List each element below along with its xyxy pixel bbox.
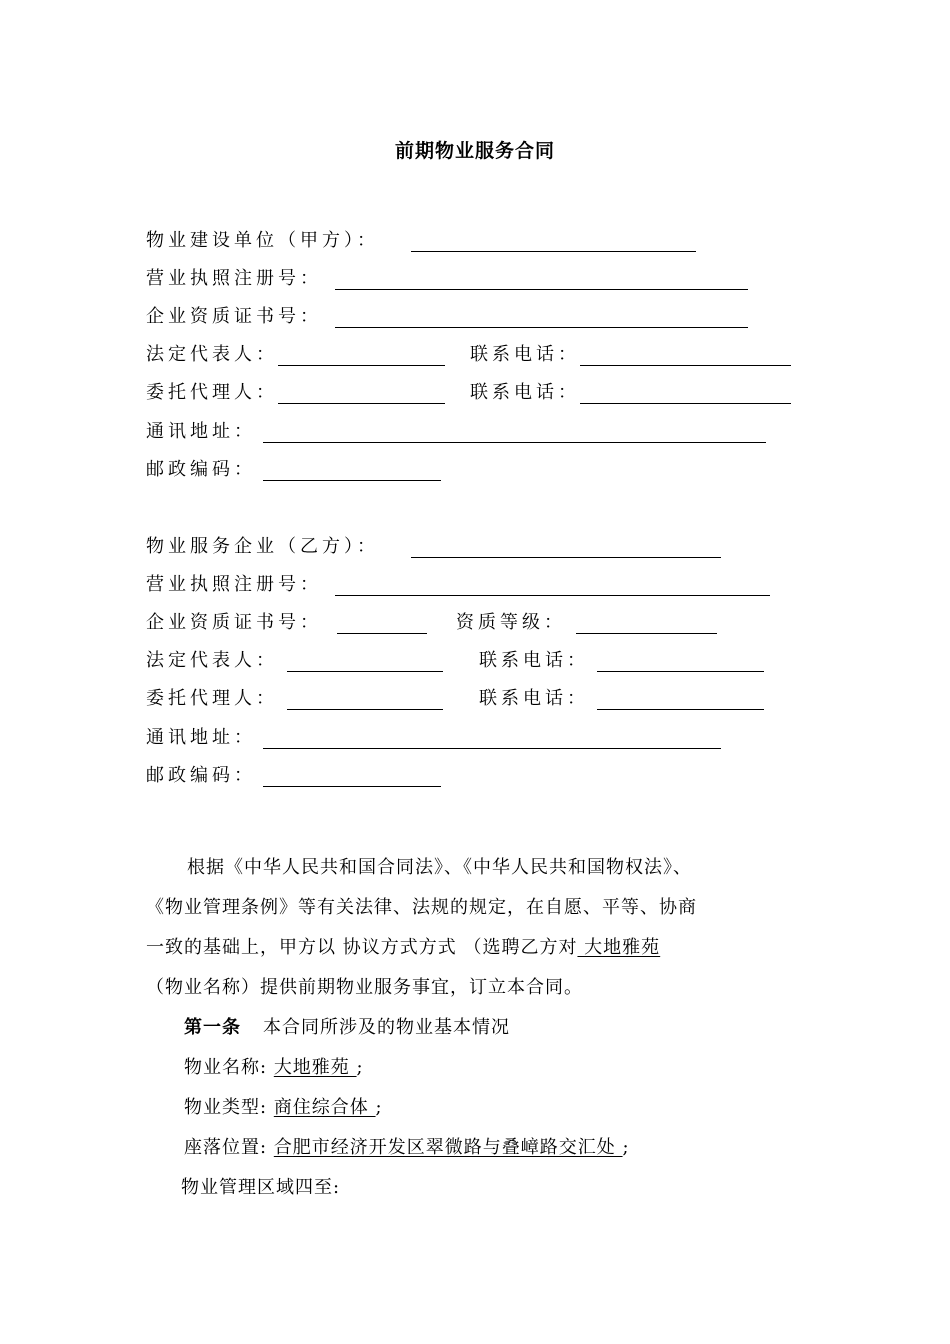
- property-name-value: 大地雅苑: [273, 1057, 357, 1078]
- party-a-rep-label: 法定代表人：: [146, 344, 278, 365]
- party-b-agent-label: 委托代理人：: [146, 688, 278, 709]
- party-b-address-field[interactable]: [263, 748, 721, 749]
- party-b-postcode-field[interactable]: [263, 786, 441, 787]
- party-b-agent-phone-field[interactable]: [597, 709, 764, 710]
- preamble-line-1: 根据《中华人民共和国合同法》、《中华人民共和国物权法》、: [187, 857, 692, 878]
- property-location-label: 座落位置:: [184, 1137, 268, 1158]
- party-b-grade-label: 资质等级：: [456, 612, 566, 633]
- party-a-postcode-label: 邮政编码：: [146, 459, 256, 480]
- property-name-fill: 大地雅苑: [577, 937, 661, 958]
- party-b-company-label: 物业服务企业（乙方）：: [146, 536, 379, 557]
- preamble-line-3: [146, 936, 660, 960]
- party-a-rep-phone-field[interactable]: [580, 365, 791, 366]
- party-b-license-label: 营业执照注册号：: [146, 574, 322, 595]
- party-a-address-field[interactable]: [263, 442, 766, 443]
- party-a-agent-phone-field[interactable]: [580, 403, 791, 404]
- property-type-label: 物业类型:: [184, 1097, 268, 1118]
- party-b-cert-field[interactable]: [337, 633, 427, 634]
- party-b-cert-label: 企业资质证书号：: [146, 612, 322, 633]
- party-a-cert-label: 企业资质证书号：: [146, 306, 322, 327]
- party-b-rep-field[interactable]: [287, 671, 443, 672]
- property-type-row: [184, 1096, 383, 1120]
- preamble-line-2: 《物业管理条例》等有关法律、法规的规定，在自愿、平等、协商: [146, 897, 697, 918]
- party-b-postcode-label: 邮政编码：: [146, 765, 256, 786]
- party-a-postcode-field[interactable]: [263, 480, 441, 481]
- party-a-agent-label: 委托代理人：: [146, 382, 278, 403]
- party-a-license-label: 营业执照注册号：: [146, 268, 322, 289]
- party-a-cert-field[interactable]: [335, 327, 748, 328]
- property-location-value: 合肥市经济开发区翠微路与叠嶂路交汇处: [273, 1137, 623, 1158]
- party-b-agent-phone-label: 联系电话：: [479, 688, 589, 709]
- party-a-agent-field[interactable]: [278, 403, 445, 404]
- property-name-label: 物业名称:: [184, 1057, 268, 1078]
- party-b-grade-field[interactable]: [576, 633, 717, 634]
- document-title: 前期物业服务合同: [394, 140, 555, 162]
- property-location-semicolon: ;: [622, 1137, 630, 1158]
- party-a-rep-field[interactable]: [278, 365, 445, 366]
- party-a-company-field[interactable]: [411, 251, 696, 252]
- property-name-semicolon: ;: [356, 1057, 364, 1078]
- party-a-rep-phone-label: 联系电话：: [470, 344, 580, 365]
- party-a-license-field[interactable]: [335, 289, 748, 290]
- property-location-row: [184, 1136, 630, 1160]
- party-a-company-label: 物业建设单位（甲方）：: [146, 230, 379, 251]
- property-area-label: 物业管理区域四至:: [181, 1177, 341, 1198]
- article-1-title: 本合同所涉及的物业基本情况: [263, 1017, 510, 1038]
- property-type-value: 商住综合体: [273, 1097, 376, 1118]
- property-type-semicolon: ;: [375, 1097, 383, 1118]
- party-b-rep-label: 法定代表人：: [146, 650, 278, 671]
- party-b-license-field[interactable]: [335, 595, 770, 596]
- party-b-rep-phone-field[interactable]: [597, 671, 764, 672]
- party-b-company-field[interactable]: [411, 557, 721, 558]
- party-b-address-label: 通讯地址：: [146, 727, 256, 748]
- preamble-line-3-text: 一致的基础上，甲方以 协议方式方式 （选聘乙方对: [146, 937, 578, 958]
- property-name-row: [184, 1056, 364, 1080]
- party-a-agent-phone-label: 联系电话：: [470, 382, 580, 403]
- article-1-heading: [184, 1016, 510, 1040]
- party-b-agent-field[interactable]: [287, 709, 443, 710]
- article-1-number: 第一条: [184, 1017, 241, 1038]
- preamble-line-4: （物业名称）提供前期物业服务事宜，订立本合同。: [146, 977, 583, 998]
- party-b-rep-phone-label: 联系电话：: [479, 650, 589, 671]
- party-a-address-label: 通讯地址：: [146, 421, 256, 442]
